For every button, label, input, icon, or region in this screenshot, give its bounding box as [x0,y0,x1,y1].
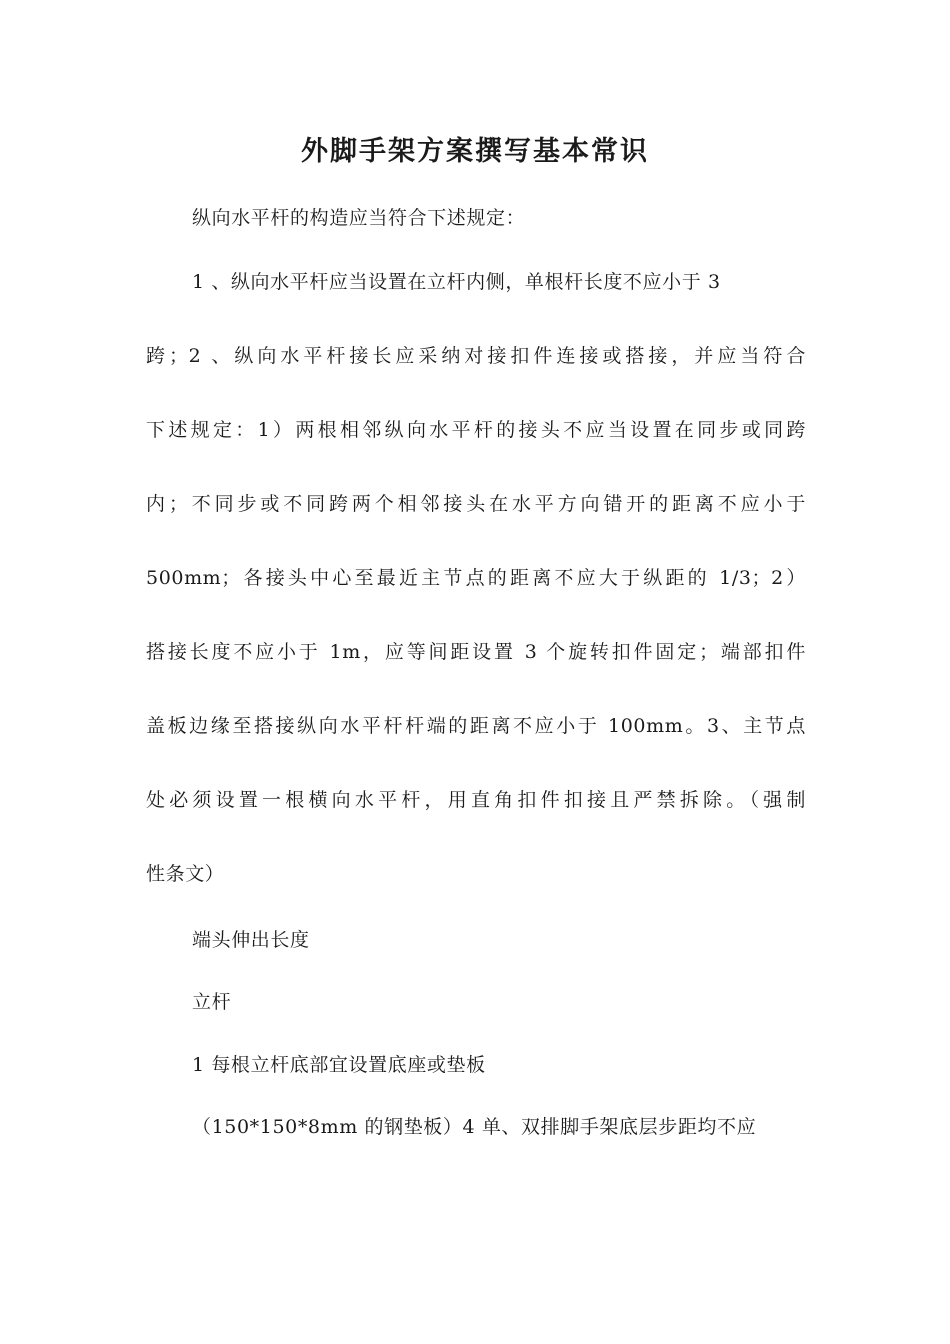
paragraph-line: 立杆 [192,991,232,1013]
paragraph-line: （150*150*8mm 的钢垫板）4 单、双排脚手架底层步距均不应 [192,1116,757,1138]
paragraph-line: 500mm；各接头中心至最近主节点的距离不应大于纵距的 1/3；2） [146,567,806,589]
paragraph-line: 1 每根立杆底部宜设置底座或垫板 [192,1054,486,1076]
paragraph-line: 盖板边缘至搭接纵向水平杆杆端的距离不应小于 100mm。3、主节点 [146,715,806,737]
paragraph-line: 1 、纵向水平杆应当设置在立杆内侧，单根杆长度不应小于 3 [192,271,721,293]
paragraph-line: 端头伸出长度 [192,929,310,951]
paragraph-line: 性条文） [146,863,225,885]
paragraph-line: 跨；2 、纵向水平杆接长应采纳对接扣件连接或搭接，并应当符合 [146,345,806,367]
paragraph-line: 处必须设置一根横向水平杆，用直角扣件扣接且严禁拆除。（强制 [146,789,806,811]
document-title: 外脚手架方案撰写基本常识 [301,136,649,167]
paragraph-line: 内；不同步或不同跨两个相邻接头在水平方向错开的距离不应小于 [146,493,806,515]
paragraph-line: 纵向水平杆的构造应当符合下述规定： [192,207,526,229]
paragraph-line: 下述规定：1）两根相邻纵向水平杆的接头不应当设置在同步或同跨 [146,419,806,441]
paragraph-line: 搭接长度不应小于 1m，应等间距设置 3 个旋转扣件固定；端部扣件 [146,641,806,663]
